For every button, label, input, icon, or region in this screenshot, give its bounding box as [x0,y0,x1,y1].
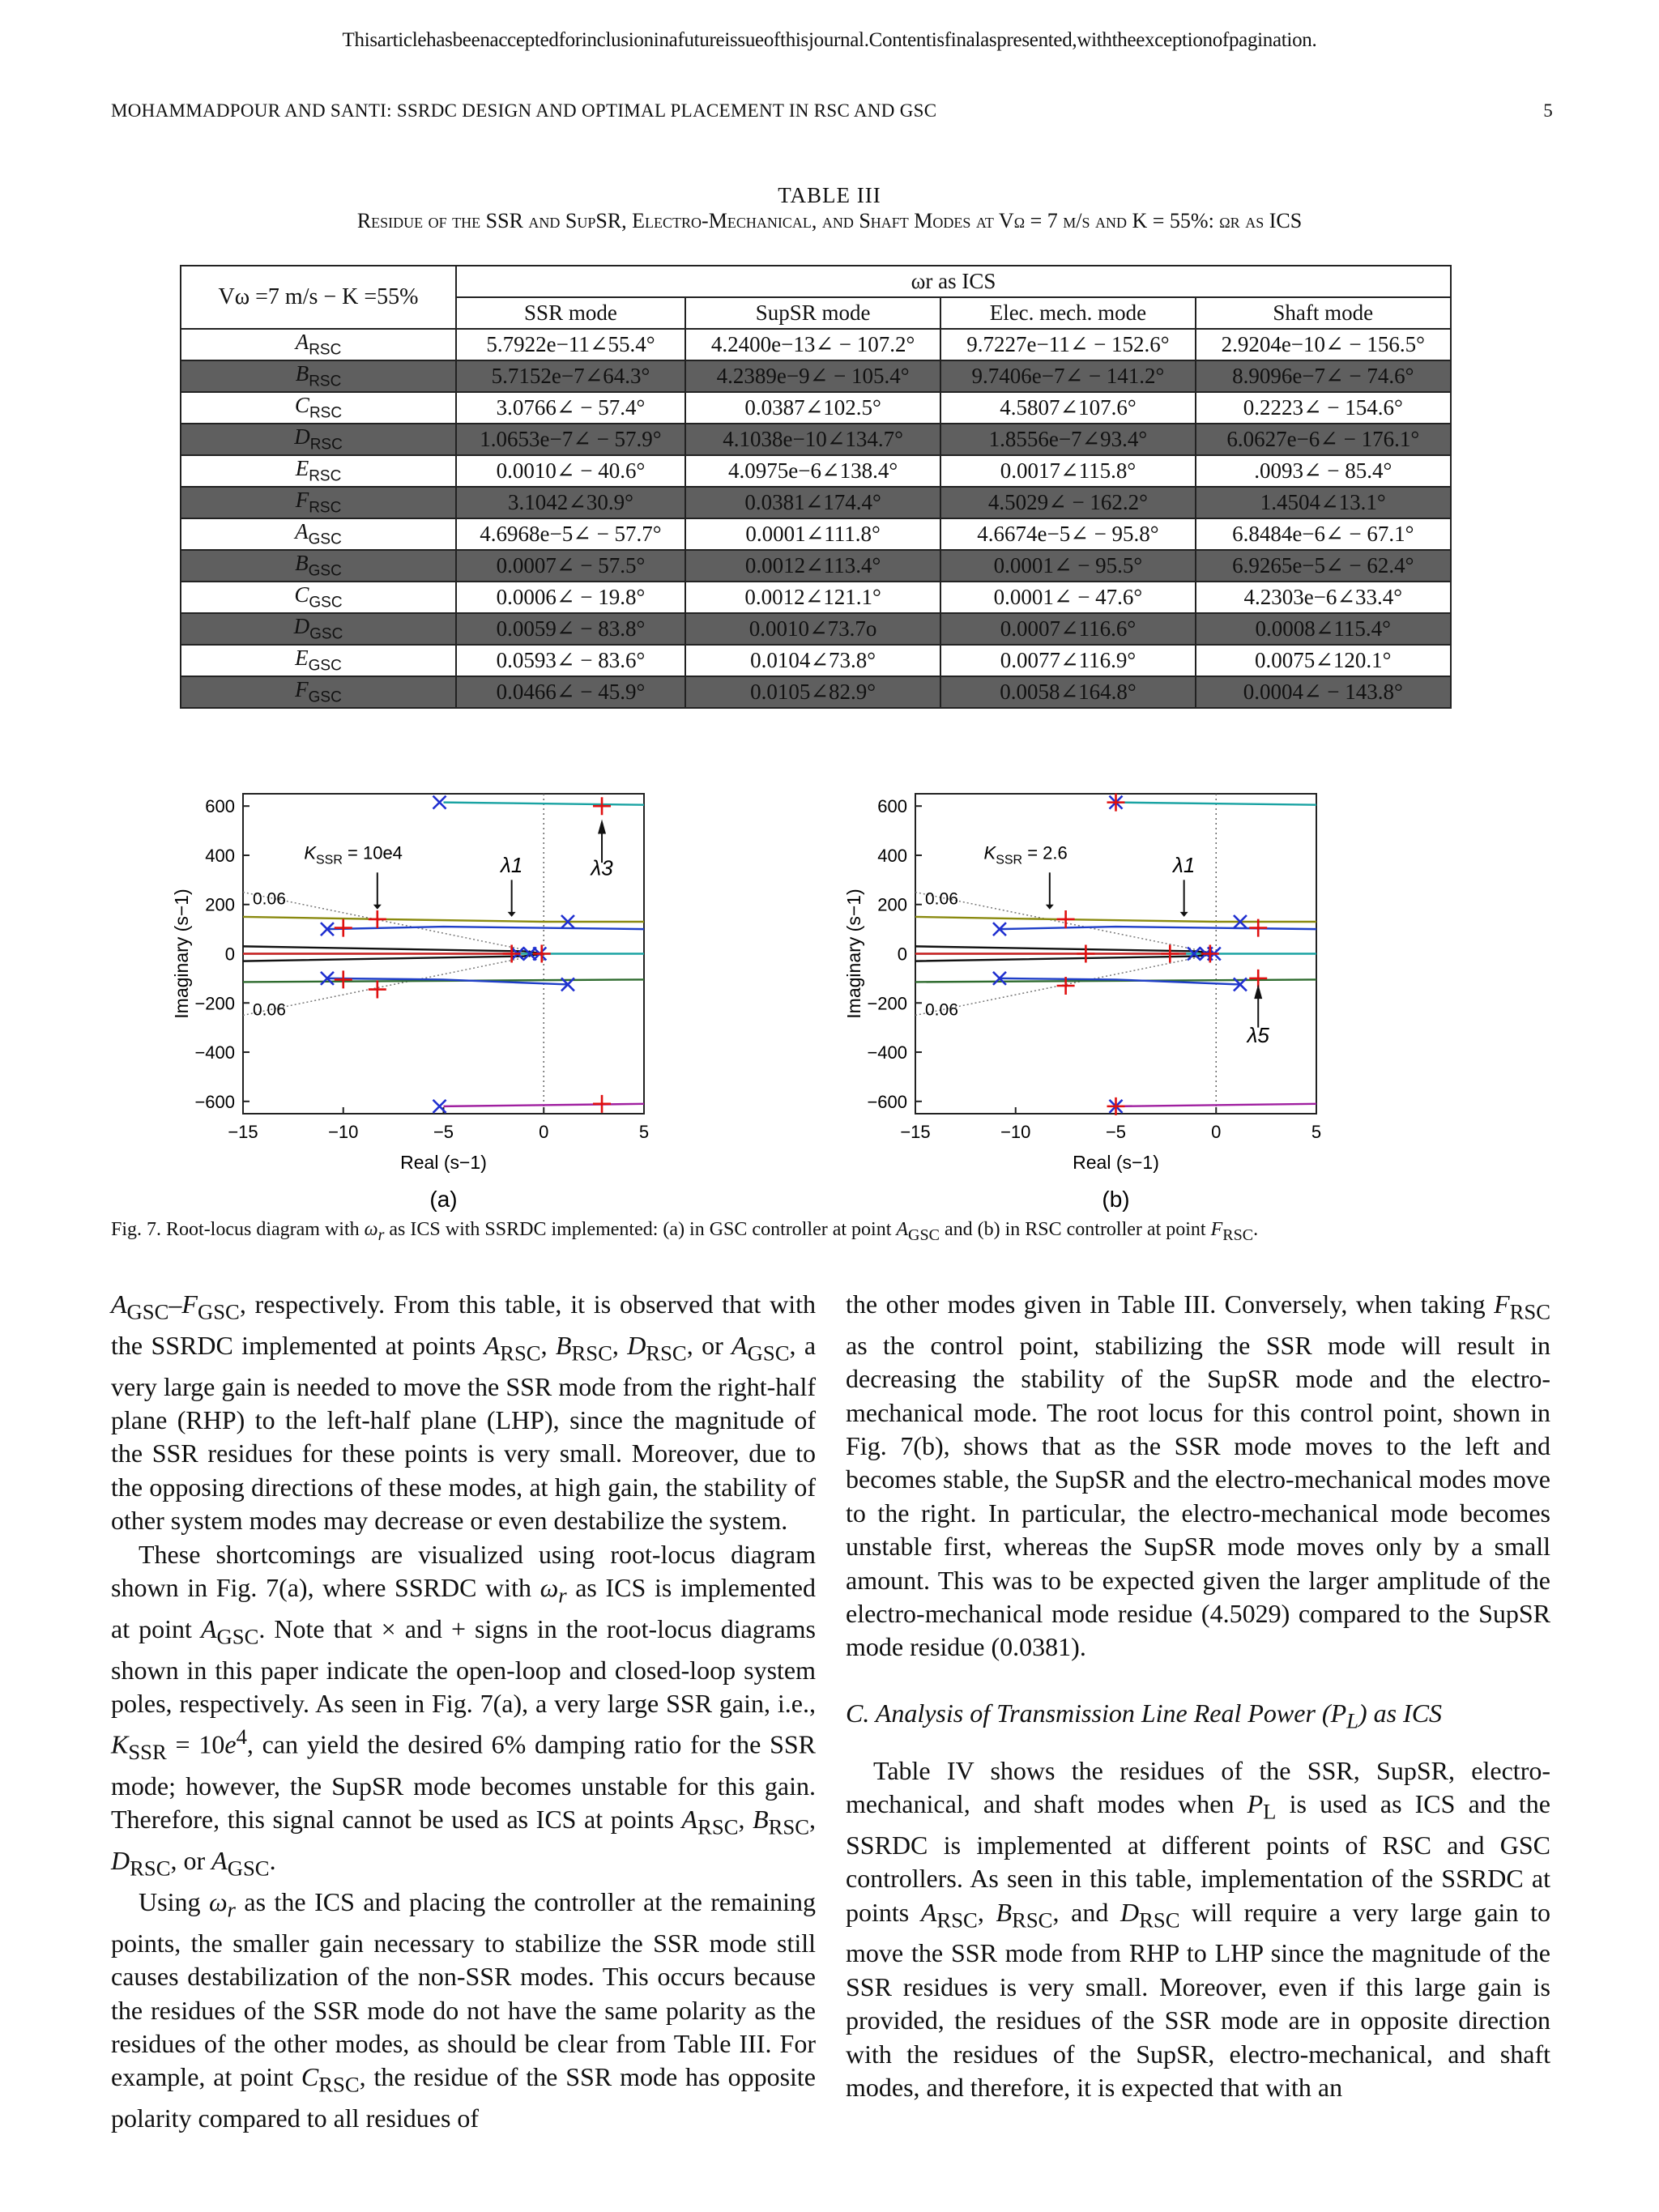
column-header: Shaft mode [1196,297,1451,329]
panel-label: (a) [429,1187,458,1212]
row-label [181,676,456,708]
table-cell: 4.2400e−13∠ − 107.2° [685,329,940,360]
math-symbol: A [681,1805,698,1835]
math-symbol: B [996,1897,1013,1927]
subscript: RSC [768,1814,810,1839]
row-label [181,455,456,487]
math-symbol: P [1247,1789,1264,1819]
running-head [111,100,1553,121]
text-span: ) as ICS [1358,1698,1443,1728]
subscript: r [558,1583,567,1608]
table-row [181,518,1451,550]
y-axis-label: Imaginary (s−1) [171,889,192,1019]
table-cell: 0.0001∠111.8° [685,518,940,550]
math-symbol: D [111,1846,130,1876]
subscript: RSC [1509,1299,1550,1324]
x-tick-label: −5 [1105,1122,1127,1142]
row-label [181,424,456,455]
y-tick-label: 600 [877,796,907,817]
math-symbol: P [1330,1698,1347,1728]
text-span: . Note that × and + signs in the root-locus diagrams shown in this paper indicate the open-loop and closed-loop system poles, respectively. As seen in Fig. 7(a), a very large SSR gain, i.e., [111,1613,817,1719]
point-subscript: GSC [309,594,343,612]
y-tick-label: 600 [205,796,235,817]
y-tick-label: 400 [205,845,235,866]
paragraph [111,1288,816,1538]
text-span: , or [686,1330,732,1360]
point-subscript: GSC [309,625,343,643]
text-span: will require a very large gain to move the SSR mode from RHP to LHP since the magnitude of the SSR residues is very small. Moreover, even if this large gain is provided, the residues of the SSR mode are in opposite direction with the residues of the SupSR, electro-mechanical, and shaft modes, and therefore, it is expected that with an [846,1897,1551,2103]
figure-caption [111,1219,1553,1245]
row-label [181,550,456,582]
row-label [181,329,456,360]
column-header: SSR mode [456,297,685,329]
table-cell: 4.5029∠ − 162.2° [940,487,1195,518]
paragraph [111,1886,816,2136]
table-cell: 0.0010∠73.7o [685,613,940,645]
subscript: GSC [197,1299,240,1324]
math-symbol: D [1120,1897,1140,1927]
table-cell: 9.7227e−11∠ − 152.6° [940,329,1195,360]
math-symbol: A [896,1219,909,1240]
table-cell: 1.8556e−7∠93.4° [940,424,1195,455]
text-span: C. Analysis of Transmission Line Real Power ( [846,1698,1331,1728]
text-span: , and [1052,1897,1120,1927]
point-subscript: GSC [308,657,342,675]
subscript: RSC [1222,1225,1254,1244]
y-tick-label: 200 [877,894,907,915]
math-symbol: A [731,1330,748,1360]
table-cell: 0.0001∠ − 47.6° [940,582,1195,613]
y-tick-label: 400 [877,845,907,866]
table-cell: 6.0627e−6∠ − 176.1° [1196,424,1451,455]
point-name: $C_{RSC}$ [294,393,343,422]
damping-label: 0.06 [925,1000,958,1020]
table-cell: 4.0975e−6∠138.4° [685,455,940,487]
subscript: RSC [697,1814,739,1839]
table-cell: 0.0004∠ − 143.8° [1196,676,1451,708]
point-subscript: RSC [309,404,343,422]
point-name: $E_{RSC}$ [295,456,342,485]
text-span: , [738,1805,753,1835]
math-symbol: F [181,1289,198,1319]
table-cell: .0093∠ − 85.4° [1196,455,1451,487]
panel-label: (b) [1102,1187,1130,1212]
figure-7 [162,769,1507,1212]
table-cell: 3.1042∠30.9° [456,487,685,518]
row-label [181,487,456,518]
omega-symbol: $\omega_r$ [208,1886,236,1922]
table-row [181,392,1451,424]
subscript: GSC [216,1624,259,1649]
column-header: SupSR mode [685,297,940,329]
point-subscript: GSC [308,562,342,580]
math-symbol: B [753,1805,769,1835]
table-row [181,329,1451,360]
table-row [181,455,1451,487]
y-tick-label: −200 [194,993,235,1014]
table-cell: 1.0653e−7∠ − 57.9° [456,424,685,455]
corner-header: Vω =7 m/s − K =55% [181,266,456,329]
text-span: , can yield the desired 6% damping ratio for the SSR mode; however, the SupSR mode becomes unstable for this gain. Therefore, this signal cannot be used as ICS at points [111,1730,817,1835]
table-row [181,424,1451,455]
y-tick-label: 0 [224,944,235,965]
root-locus-b [834,769,1507,1212]
text-span: as the control point, stabilizing the SSR mode will result in decreasing the stability of the SupSR mode and the electro-mechanical mode. The root locus for this control point, shown in Fig. 7(b), shows that as the SSR mode moves to the left and becomes stable, the SupSR and the electro-mechanical modes move to the right. In particular, the electro-mechanical mode becomes unstable first, whereas the SupSR mode moves only by a small amount. This was to be expected given the larger amplitude of the electro-mechanical mode residue (4.5029) compared to the SupSR mode residue (0.0381). [846,1330,1550,1662]
damping-label: 0.06 [253,1000,286,1020]
running-title: MOHAMMADPOUR AND SANTI: SSRDC DESIGN AND OPTIMAL PLACEMENT IN RSC AND GSC [111,100,937,121]
point-name: $D_{RSC}$ [294,424,343,454]
table-cell: 4.2303e−6∠33.4° [1196,582,1451,613]
damping-label: 0.06 [253,889,286,909]
subscript: r [227,1897,236,1922]
subscript: RSC [500,1340,541,1366]
paragraph [846,1754,1550,2105]
paragraph [111,1538,816,1886]
superscript: 4 [236,1724,247,1750]
y-tick-label: −600 [867,1091,907,1112]
point-name: $A_{GSC}$ [295,519,342,548]
text-span: . [1253,1219,1259,1240]
eigen-label: λ5 [1247,1022,1269,1047]
section-heading [846,1697,1550,1738]
math-symbol: K [111,1730,129,1760]
table-cell: 0.0059∠ − 83.8° [456,613,685,645]
point-name: $C_{GSC}$ [294,582,343,612]
subscript: RSC [130,1856,171,1881]
table-cell: 9.7406e−7∠ − 141.2° [940,360,1195,392]
table-cell: 0.0593∠ − 83.6° [456,645,685,676]
text-span: Fig. 7. Root-locus diagram with [111,1219,365,1240]
omega-symbol: $\omega_r$ [539,1573,567,1608]
text-span: the other modes given in Table III. Conversely, when taking [846,1289,1495,1319]
subscript: RSC [318,2072,360,2097]
gain-label: $K_{SSR} = 10e4$ [304,842,403,867]
point-name: $B_{GSC}$ [295,551,342,580]
table-cell: 4.6968e−5∠ − 57.7° [456,518,685,550]
math-symbol: A [111,1289,127,1319]
subscript: GSC [908,1225,940,1244]
column-header: Elec. mech. mode [940,297,1195,329]
eigen-label: λ1 [501,853,523,878]
subscript: RSC [646,1340,687,1366]
text-span: – [168,1289,182,1319]
math-symbol: A [200,1613,217,1643]
text-column-left [111,1288,816,2136]
math-symbol: e [224,1730,237,1760]
text-span: , [612,1330,628,1360]
text-span: is used as ICS and the SSRDC is implemented at different points of RSC and GSC controllers. As seen in this table, implementation of the SSRDC at points [846,1789,1551,1927]
table-cell: 4.1038e−10∠134.7° [685,424,940,455]
table-cell: 0.0105∠82.9° [685,676,940,708]
text-span: = 10 [166,1730,225,1760]
residue-table [180,265,1452,709]
subscript: RSC [1012,1907,1053,1933]
table-label: TABLE III [778,183,881,207]
subscript: RSC [936,1907,978,1933]
row-label [181,518,456,550]
table-row [181,613,1451,645]
acceptance-note: Thisarticlehasbeenacceptedforinclusioninafutureissueofthisjournal.Contentisfinalaspresented,withtheexceptionofpagination. [342,29,1317,51]
math-symbol: B [555,1330,572,1360]
table-row [181,360,1451,392]
point-subscript: GSC [308,688,342,706]
table-cell: 2.9204e−10∠ − 156.5° [1196,329,1451,360]
table-cell: 0.0466∠ − 45.9° [456,676,685,708]
table-cell: 0.0006∠ − 19.8° [456,582,685,613]
x-tick-label: −15 [228,1122,258,1142]
row-label [181,613,456,645]
group-header: ωr as ICS [456,266,1451,297]
text-span: Table IV shows the residues of the SSR, SupSR, electro-mechanical, and shaft modes when [846,1755,1550,1819]
point-name: $F_{RSC}$ [295,488,342,517]
x-tick-label: 0 [539,1122,549,1142]
table-cell: 0.0007∠ − 57.5° [456,550,685,582]
point-name: $A_{RSC}$ [295,330,342,359]
table-cell: 0.2223∠ − 154.6° [1196,392,1451,424]
text-span: , [977,1897,996,1927]
subscript: SSR [128,1740,167,1765]
text-span: , [809,1805,817,1835]
y-tick-label: 200 [205,894,235,915]
text-span: as ICS with SSRDC implemented: (a) in GSC controller at point [384,1219,897,1240]
y-tick-label: −200 [867,993,907,1014]
text-span: , respectively. From this table, it is observed that with the SSRDC implemented at points [111,1289,816,1360]
y-axis-label: Imaginary (s−1) [843,889,864,1019]
table-cell: 0.0010∠ − 40.6° [456,455,685,487]
eigen-label: λ3 [591,855,613,880]
subscript: L [1346,1708,1358,1733]
point-subscript: RSC [309,499,342,517]
row-label [181,392,456,424]
subscript: GSC [126,1299,169,1324]
table-cell: 0.0387∠102.5° [685,392,940,424]
table-cell: 0.0001∠ − 95.5° [940,550,1195,582]
x-tick-label: 5 [1311,1122,1322,1142]
subscript: r [377,1225,385,1244]
table-cell: 8.9096e−7∠ − 74.6° [1196,360,1451,392]
row-label [181,582,456,613]
x-axis-label: Real (s−1) [400,1152,487,1173]
table-cell: 0.0381∠174.4° [685,487,940,518]
paragraph [846,1288,1550,1664]
text-span: and (b) in RSC controller at point [939,1219,1211,1240]
text-span: Using [139,1886,209,1916]
x-tick-label: 0 [1211,1122,1222,1142]
point-subscript: GSC [308,531,342,548]
point-subscript: RSC [309,373,342,390]
math-symbol: A [484,1330,501,1360]
table-row [181,582,1451,613]
math-symbol: F [1210,1219,1223,1240]
table-cell: 0.0007∠116.6° [940,613,1195,645]
table-cell: 4.6674e−5∠ − 95.8° [940,518,1195,550]
row-label [181,645,456,676]
table-cell: 0.0017∠115.8° [940,455,1195,487]
y-tick-label: −400 [194,1042,235,1063]
subscript: L [1263,1799,1277,1824]
table-cell: 0.0058∠164.8° [940,676,1195,708]
eigen-label: λ1 [1173,853,1196,878]
table-row [181,487,1451,518]
table-row [181,645,1451,676]
damping-label: 0.06 [925,889,958,909]
x-tick-label: 5 [638,1122,650,1142]
table-cell: 0.0008∠115.4° [1196,613,1451,645]
math-symbol: A [920,1897,937,1927]
subscript: GSC [747,1340,790,1366]
point-name: $D_{GSC}$ [293,614,343,643]
point-name: $E_{GSC}$ [295,646,342,675]
omega-symbol: $\omega_r$ [364,1219,385,1244]
x-axis-label: Real (s−1) [1073,1152,1159,1173]
table-row [181,676,1451,708]
row-label [181,360,456,392]
table-cell: 6.9265e−5∠ − 62.4° [1196,550,1451,582]
subscript: RSC [571,1340,612,1366]
x-tick-label: −10 [328,1122,359,1142]
text-span: as ICS is implemented at point [111,1573,817,1643]
table-row [181,550,1451,582]
math-symbol: C [301,2062,319,2092]
y-tick-label: −600 [194,1091,235,1112]
table-cell: 4.2389e−9∠ − 105.4° [685,360,940,392]
table-caption: Residue of the SSR and SupSR, Electro-Mechanical, and Shaft Modes at Vω = 7 m/s and K = 55%: ωr as ICS [356,209,1303,232]
gain-label: $K_{SSR} = 2.6$ [983,842,1068,867]
subscript: RSC [1139,1907,1180,1933]
math-symbol: A [211,1846,228,1876]
text-span: as the ICS and placing the controller at the remaining points, the smaller gain necessary to stabilize the SSR mode still causes destabilization of the non-SSR modes. This occurs because the residues of the SSR mode do not have the same polarity as the residues of the other modes, as should be clear from Table III. For example, at point [111,1886,817,2092]
table-cell: 1.4504∠13.1° [1196,487,1451,518]
text-span: , a very large gain is needed to move the SSR mode from the right-half plane (RHP) to the left-half plane (LHP), since the magnitude of the SSR residues for these points is very small. Moreover, due to the opposing directions of these modes, at high gain, the stability of other system modes may decrease or even destabilize the system. [111,1330,817,1536]
point-subscript: RSC [309,436,343,454]
table-cell: 3.0766∠ − 57.4° [456,392,685,424]
x-tick-label: −10 [1000,1122,1031,1142]
table-cell: 4.5807∠107.6° [940,392,1195,424]
x-tick-label: −5 [433,1122,454,1142]
point-subscript: RSC [309,341,342,359]
table-cell: 0.0104∠73.8° [685,645,940,676]
subscript: GSC [227,1856,270,1881]
text-span: , the residue of the SSR mode has opposite polarity compared to all residues of [111,2062,816,2133]
text-span: . [269,1846,276,1876]
x-tick-label: −15 [900,1122,931,1142]
math-symbol: F [1494,1289,1510,1319]
page-number: 5 [1543,100,1553,121]
table-cell: 0.0012∠113.4° [685,550,940,582]
table-cell: 5.7152e−7∠64.3° [456,360,685,392]
table-cell: 6.8484e−6∠ − 67.1° [1196,518,1451,550]
text-span: , [540,1330,556,1360]
root-locus-a [162,769,834,1212]
point-name: $F_{GSC}$ [295,677,342,706]
table-cell: 0.0077∠116.9° [940,645,1195,676]
y-tick-label: −400 [867,1042,907,1063]
text-span: These shortcomings are visualized using root-locus diagram shown in Fig. 7(a), where SSRDC with [111,1539,816,1603]
table-cell: 0.0012∠121.1° [685,582,940,613]
text-span: , or [170,1846,212,1876]
y-tick-label: 0 [897,944,907,965]
math-symbol: D [627,1330,646,1360]
point-name: $B_{RSC}$ [295,361,342,390]
table-cell: 0.0075∠120.1° [1196,645,1451,676]
text-column-right [846,1288,1550,2105]
table-cell: 5.7922e−11∠55.4° [456,329,685,360]
point-subscript: RSC [309,467,342,485]
